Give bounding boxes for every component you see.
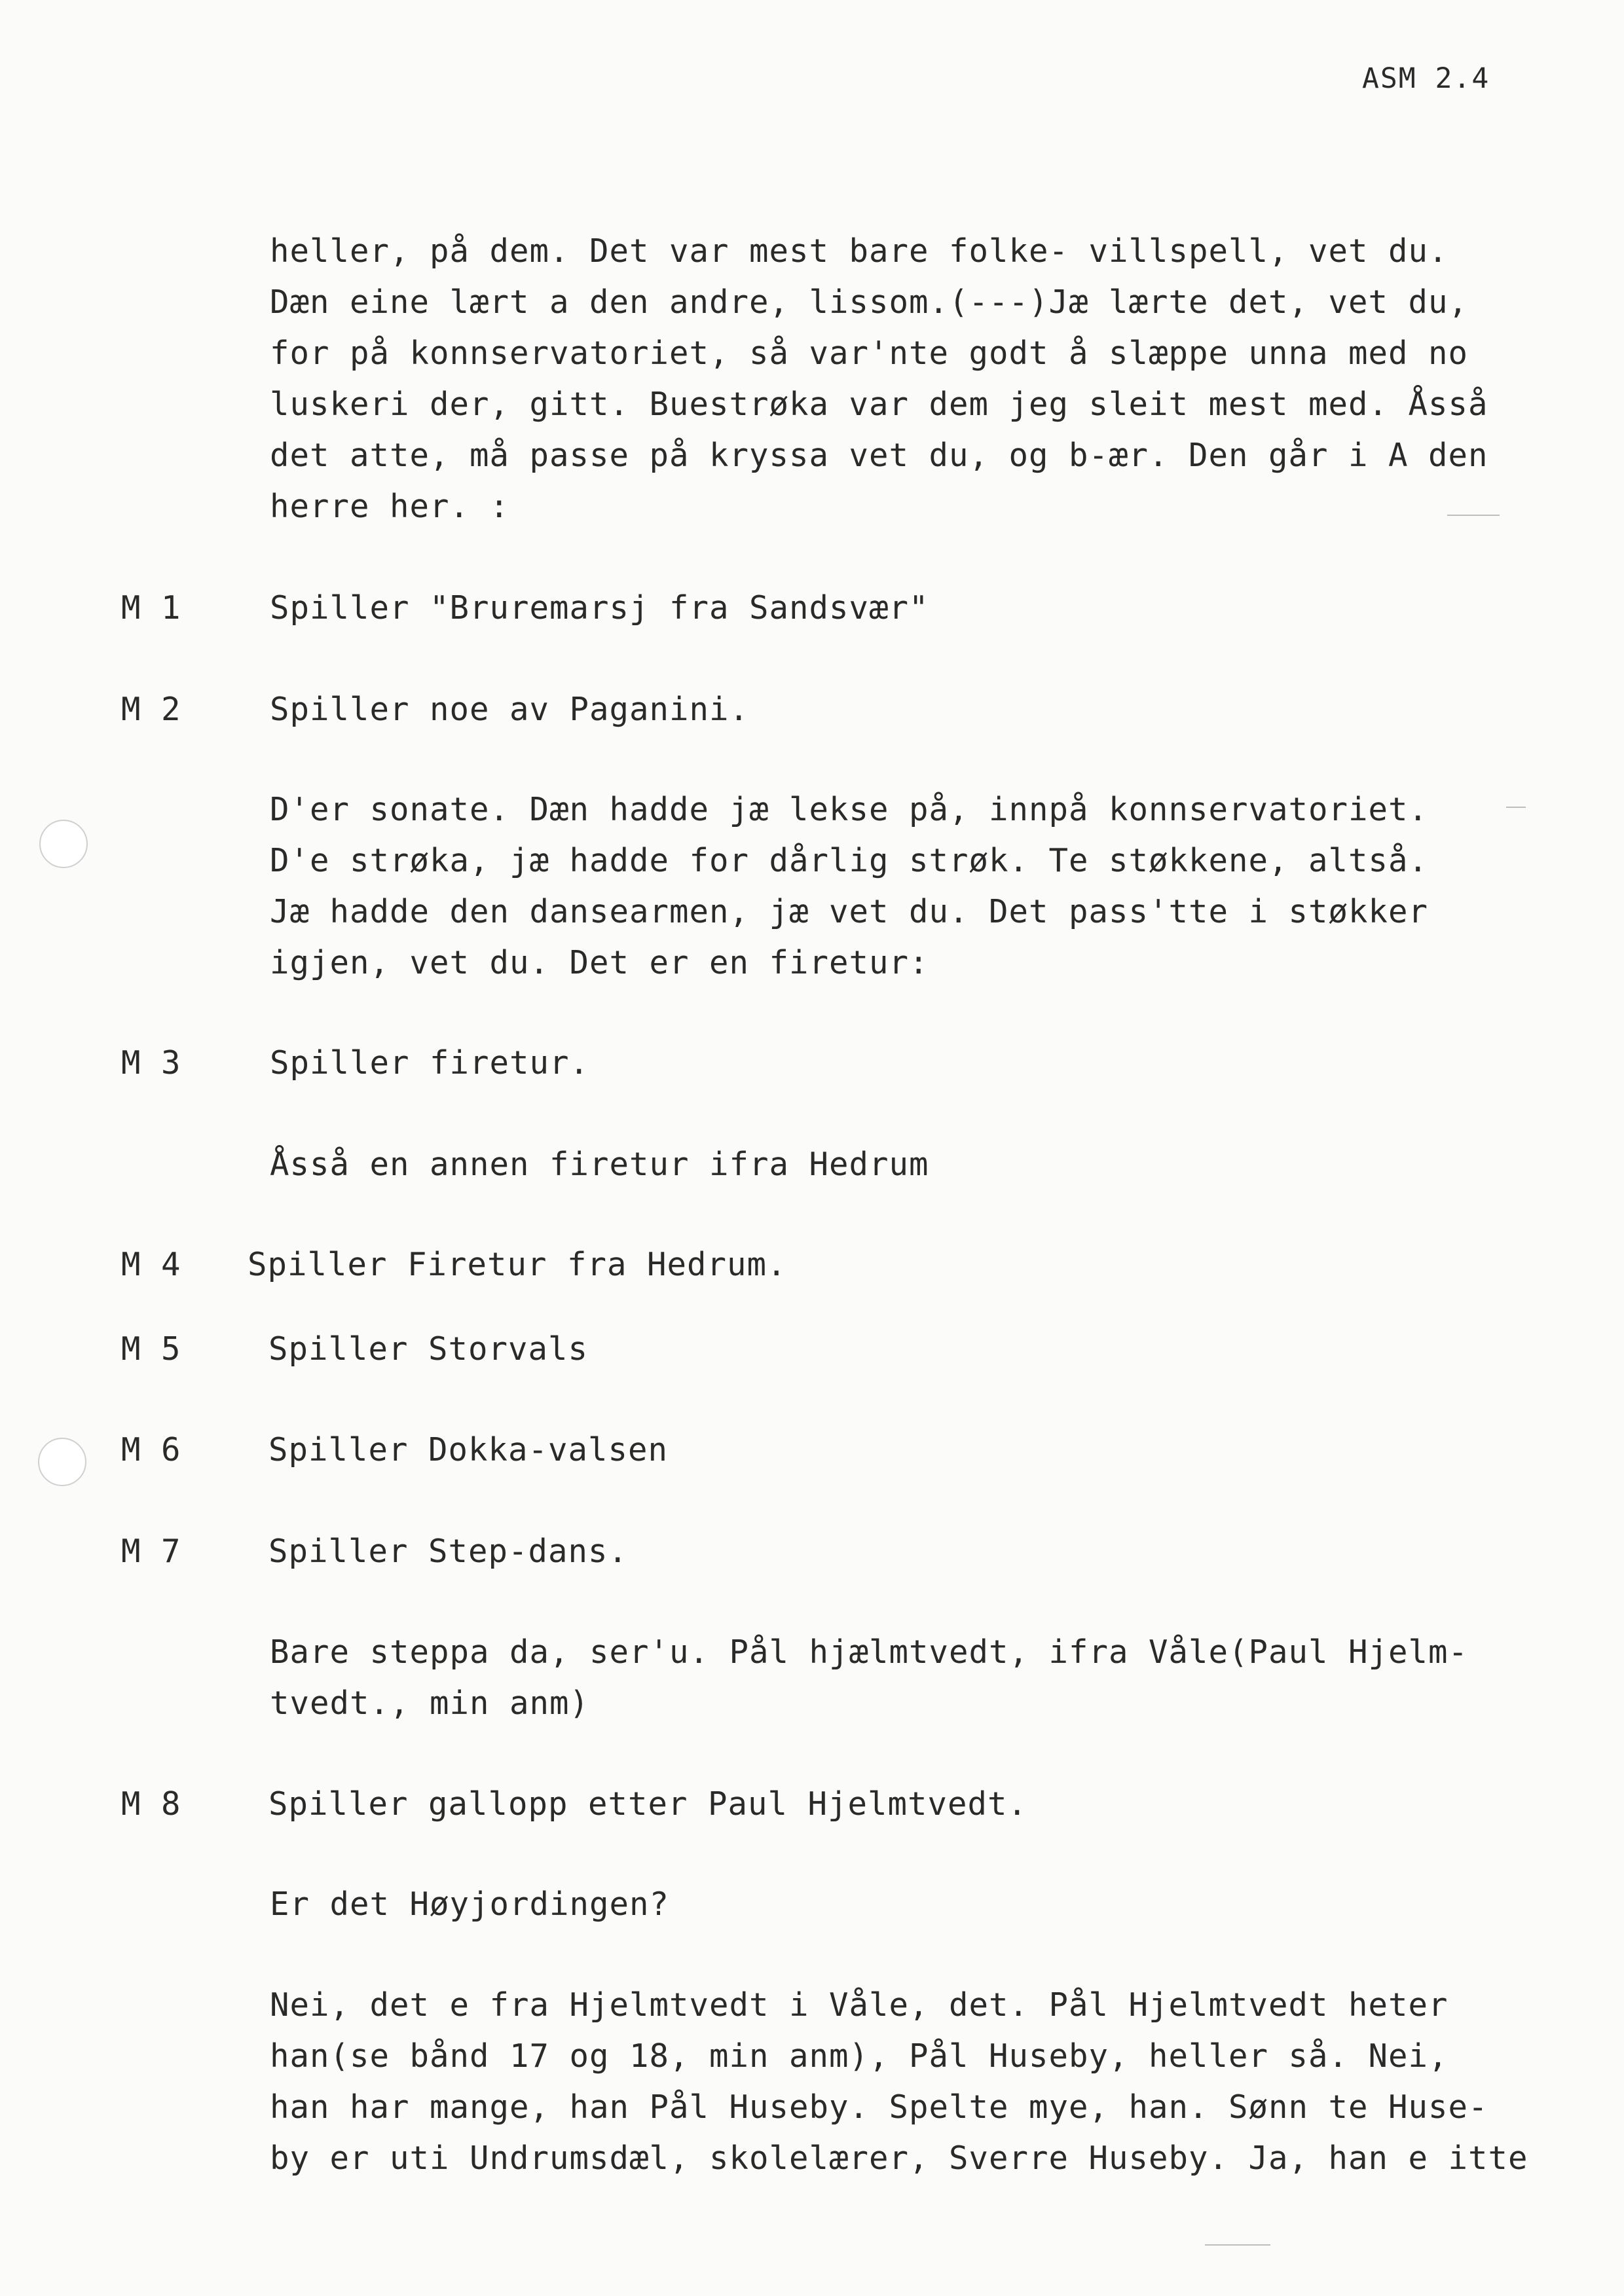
entry-text: Spiller "Bruremarsj fra Sandsvær" bbox=[270, 589, 929, 627]
punch-hole-upper bbox=[39, 820, 88, 868]
entry-text: Spiller Storvals bbox=[268, 1330, 589, 1368]
entry-label: M 3 bbox=[121, 1044, 181, 1082]
entry-text: Spiller noe av Paganini. bbox=[270, 691, 750, 728]
entry-label: M 8 bbox=[121, 1785, 181, 1823]
entry-text: Spiller Firetur fra Hedrum. bbox=[248, 1246, 787, 1283]
paragraph-question: Er det Høyjordingen? bbox=[270, 1886, 670, 1923]
entry-text: Spiller Dokka-valsen bbox=[268, 1431, 669, 1468]
entry-text: Spiller firetur. bbox=[270, 1044, 590, 1082]
paragraph-sonata: D'er sonate. Dæn hadde jæ lekse på, innpå konnservatoriet. D'e strøka, jæ hadde for dårlig strøk. Te støkkene, altså. Jæ hadde den dansearmen, jæ vet du. Det pass'tte i støkker igjen, vet du. Det er en firetur: bbox=[270, 791, 1429, 981]
entry-label: M 6 bbox=[121, 1431, 181, 1468]
intro-paragraph: heller, på dem. Det var mest bare folke- villspell, vet du. Dæn eine lært a den andre, lissom.(---)Jæ lærte det, vet du, for på konnservatoriet, så var'nte godt å slæppe unna med no luskeri der, gitt. Buestrøka var dem jeg sleit mest med. Åsså det atte, må passe på kryssa vet du, og b-ær. Den går i A den herre her. : bbox=[270, 232, 1488, 525]
entry-label: M 2 bbox=[121, 691, 181, 728]
paragraph-steppa: Bare steppa da, ser'u. Pål hjælmtvedt, ifra Våle(Paul Hjelm- tvedt., min anm) bbox=[270, 1633, 1469, 1722]
entry-label: M 7 bbox=[121, 1533, 181, 1570]
paragraph-answer: Nei, det e fra Hjelmtvedt i Våle, det. Pål Hjelmtvedt heter han(se bånd 17 og 18, min anm), Pål Huseby, heller så. Nei, han har mange, han Pål Huseby. Spelte mye, han. Sønn te Huse- by er uti Undrumsdæl, skolelærer, Sverre Huseby. Ja, han e itte bbox=[270, 1986, 1528, 2177]
stray-mark bbox=[1205, 2244, 1270, 2246]
entry-label: M 4 bbox=[121, 1246, 181, 1283]
entry-text: Spiller gallopp etter Paul Hjelmtvedt. bbox=[268, 1785, 1028, 1823]
paragraph-hedrum: Åsså en annen firetur ifra Hedrum bbox=[270, 1146, 929, 1183]
entry-text: Spiller Step-dans. bbox=[268, 1533, 629, 1570]
page-id: ASM 2.4 bbox=[1362, 62, 1490, 95]
entry-label: M 1 bbox=[121, 589, 181, 627]
punch-hole-lower bbox=[38, 1438, 86, 1486]
entry-label: M 5 bbox=[121, 1330, 181, 1368]
